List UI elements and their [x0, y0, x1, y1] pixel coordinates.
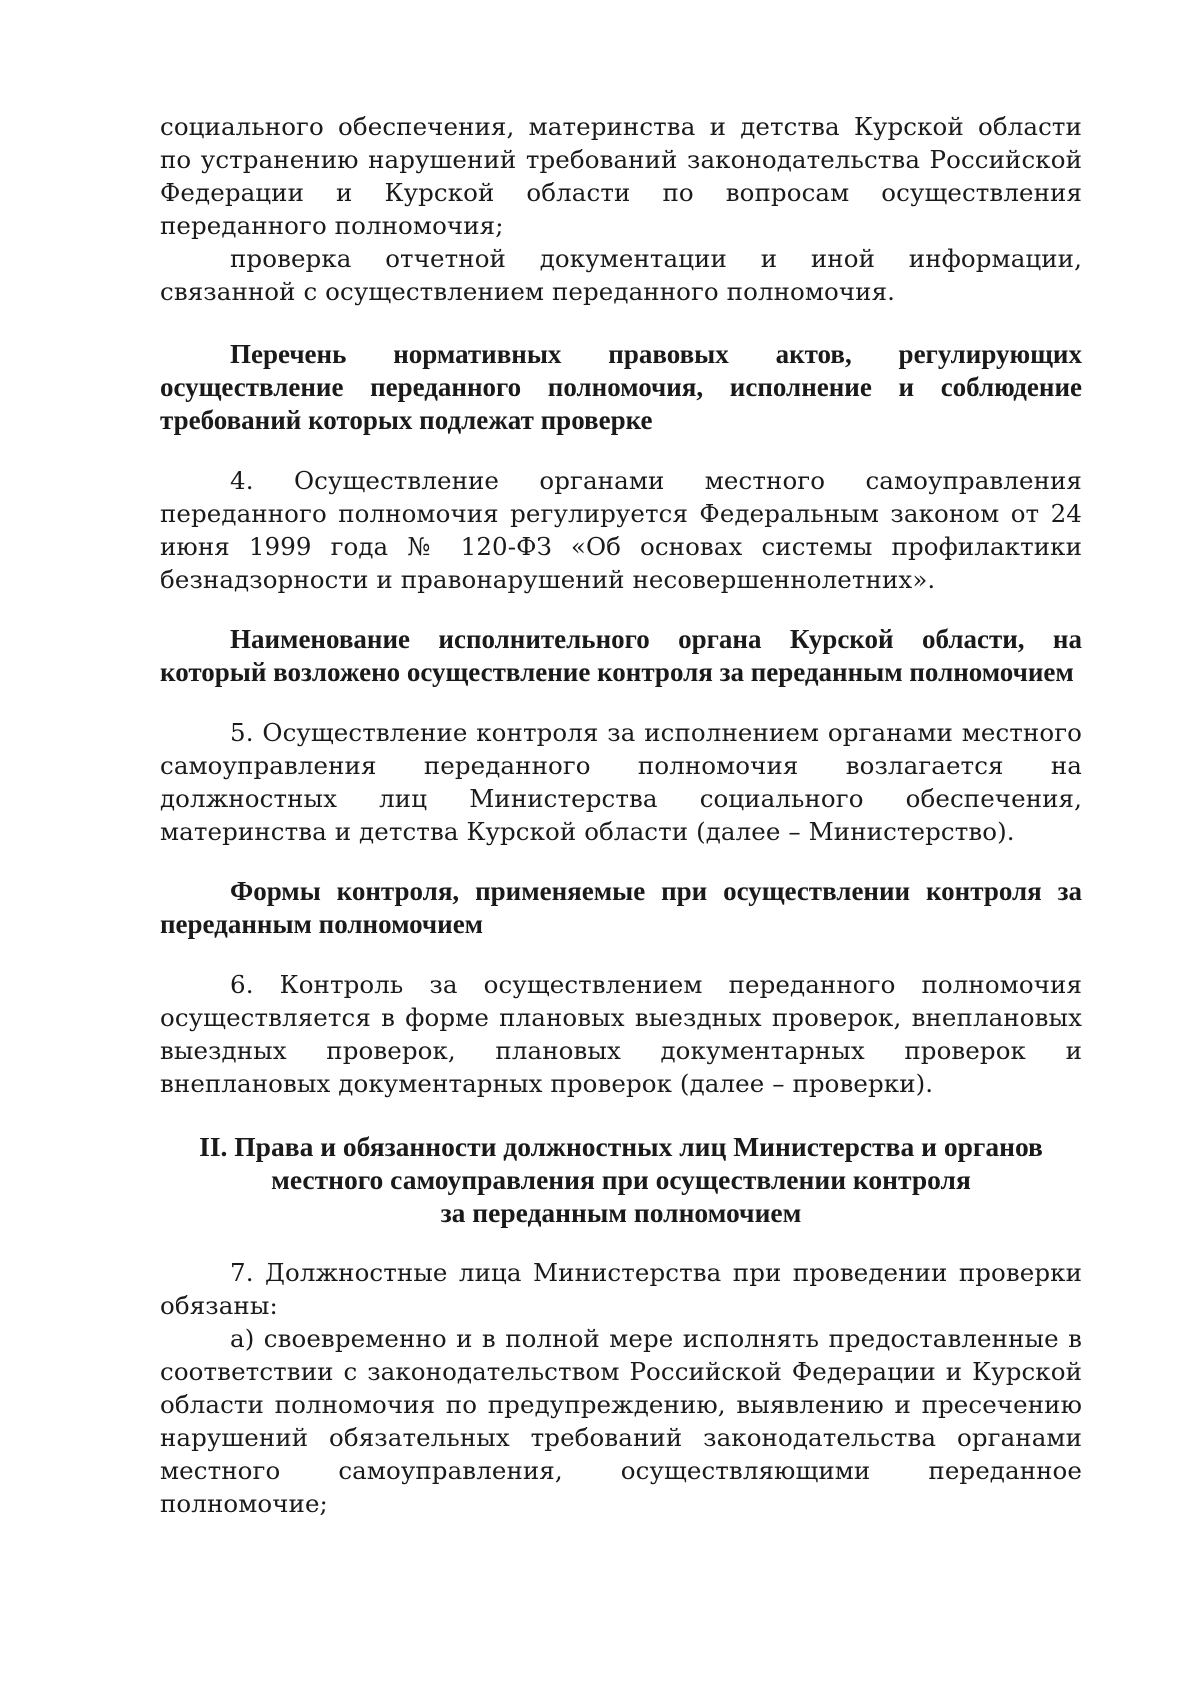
section-2-heading-line-3: за переданным полномочием [440, 1197, 802, 1228]
paragraph-6: 6. Контроль за осуществлением переданного полномочия осуществляется в форме плановых выездных проверок, внеплановых выездных проверок, плановых документарных проверок и внеплановых документарных проверок (далее – проверки). [160, 970, 1082, 1098]
heading-control-forms: Формы контроля, применяемые при осуществлении контроля за переданным полномочием [160, 876, 1082, 939]
paragraph-5: 5. Осуществление контроля за исполнением органами местного самоуправления переданного полномочия возлагается на должностных лиц Министерства социального обеспечения, материнства и детства Курской области (далее – Министерство). [160, 718, 1082, 846]
paragraph-continuation: социального обеспечения, материнства и детства Курской области по устранению нарушений требований законодательства Российской Федерации и Курской области по вопросам осуществления переданного полномочия; [160, 112, 1082, 240]
paragraph-7a: а) своевременно и в полной мере исполнять предоставленные в соответствии с законодательством Российской Федерации и Курской области полномочия по предупреждению, выявлению и пресечению нарушений обязательных требований законодательства органами местного самоуправления, осуществляющими переданное полномочие; [160, 1324, 1082, 1518]
paragraph-4: 4. Осуществление органами местного самоуправления переданного полномочия регулируется Федеральным законом от 24 июня 1999 года № 120-ФЗ «Об основах системы профилактики безнадзорности и правонарушений несовершеннолетних». [160, 466, 1082, 594]
section-2-heading-line-1: II. Права и обязанности должностных лиц Министерства и органов [199, 1131, 1043, 1162]
heading-control-organ: Наименование исполнительного органа Курской области, на который возложено осуществление контроля за переданным полномочием [160, 624, 1082, 687]
section-2-heading-line-2: местного самоуправления при осуществлении контроля [271, 1164, 971, 1195]
section-2-heading [160, 1130, 1082, 1229]
heading-legal-acts-list: Перечень нормативных правовых актов, регулирующих осуществление переданного полномочия, исполнение и соблюдение требований которых подлежат проверке [160, 339, 1082, 435]
paragraph-7: 7. Должностные лица Министерства при проведении проверки обязаны: [160, 1258, 1082, 1320]
document-page [160, 110, 1082, 1520]
paragraph-check-reports: проверка отчетной документации и иной информации, связанной с осуществлением переданного полномочия. [160, 244, 1082, 306]
